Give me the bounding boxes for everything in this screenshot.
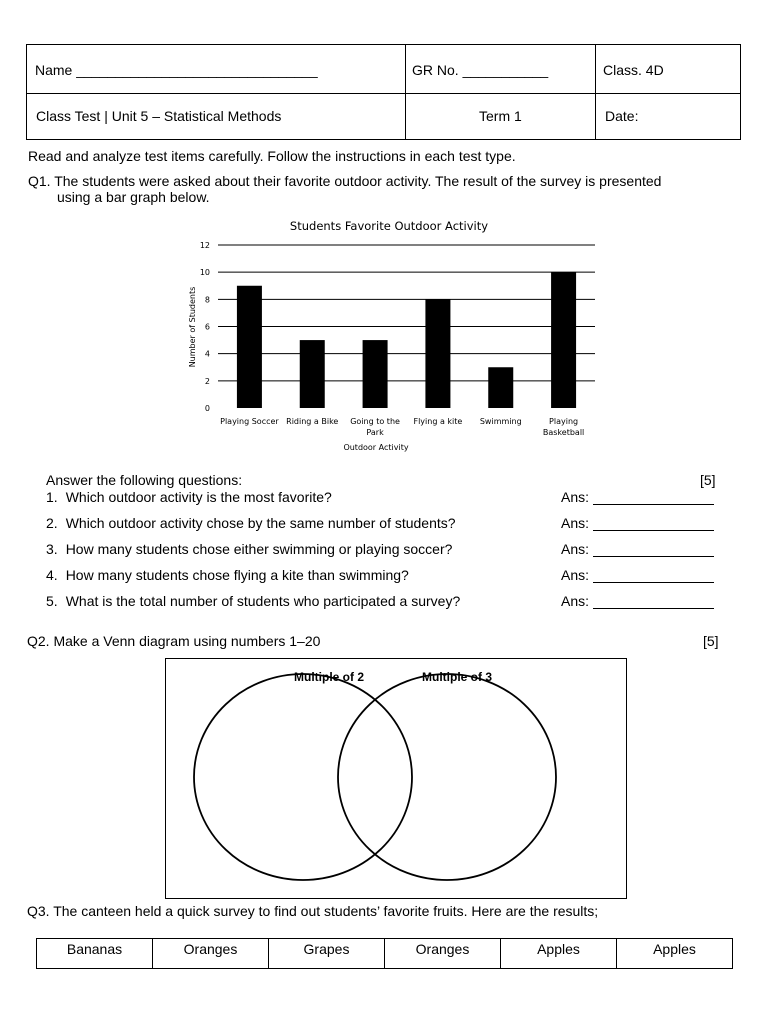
x-tick-label: Park bbox=[366, 428, 384, 437]
answer-field[interactable] bbox=[561, 515, 714, 531]
x-axis-label: Outdoor Activity bbox=[343, 443, 409, 452]
y-tick-label: 6 bbox=[204, 322, 210, 332]
fruit-cell: Oranges bbox=[385, 939, 501, 968]
y-tick-label: 4 bbox=[204, 349, 210, 359]
x-tick-label: Playing Soccer bbox=[220, 417, 279, 426]
x-tick-label: Going to the bbox=[350, 417, 400, 426]
q1-prompt: Q1. The students were asked about their favorite outdoor activity. The result of the survey is presented bbox=[28, 173, 662, 189]
venn-diagram bbox=[165, 658, 627, 899]
bar bbox=[237, 286, 262, 408]
y-tick-label: 12 bbox=[199, 241, 210, 250]
answer-blank[interactable] bbox=[593, 490, 714, 505]
test-title: Class Test | Unit 5 – Statistical Methods bbox=[36, 108, 282, 124]
answer-heading: Answer the following questions: bbox=[46, 472, 243, 488]
question-number: 4. bbox=[46, 567, 58, 583]
answer-blank[interactable] bbox=[593, 516, 714, 531]
header-divider bbox=[595, 45, 596, 139]
venn-label-b: Multiple of 3 bbox=[422, 670, 492, 684]
question-row bbox=[46, 541, 452, 557]
fruit-cell: Apples bbox=[501, 939, 617, 968]
date-field[interactable]: Date: bbox=[605, 108, 639, 124]
question-text: Which outdoor activity is the most favorite? bbox=[65, 489, 332, 505]
question-number: 5. bbox=[46, 593, 58, 609]
q1-prompt-continued: using a bar graph below. bbox=[57, 189, 210, 205]
y-tick-label: 10 bbox=[199, 268, 210, 278]
y-tick-label: 2 bbox=[204, 376, 210, 386]
question-number: 1. bbox=[46, 489, 58, 505]
x-tick-label: Basketball bbox=[542, 428, 585, 437]
instructions: Read and analyze test items carefully. Follow the instructions in each test type. bbox=[28, 148, 516, 164]
answer-blank[interactable] bbox=[593, 542, 714, 557]
q2-points: [5] bbox=[703, 633, 719, 649]
y-tick-label: 8 bbox=[204, 295, 210, 305]
gr-number-field[interactable]: GR No. ___________ bbox=[412, 62, 549, 78]
bar bbox=[363, 340, 388, 408]
fruit-cell: Oranges bbox=[153, 939, 269, 968]
bar bbox=[488, 367, 513, 408]
answer-field[interactable] bbox=[561, 593, 714, 609]
question-text: How many students chose either swimming or playing soccer? bbox=[65, 541, 453, 557]
fruit-results-table bbox=[36, 938, 733, 969]
x-tick-label: Swimming bbox=[479, 417, 522, 426]
fruit-cell: Apples bbox=[653, 941, 696, 957]
answer-label: Ans: bbox=[561, 541, 590, 557]
term-label: Term 1 bbox=[479, 108, 522, 124]
venn-label-a: Multiple of 2 bbox=[294, 670, 364, 684]
bar-chart bbox=[180, 214, 610, 454]
question-number: 2. bbox=[46, 515, 58, 531]
y-axis-label: Number of Students bbox=[188, 286, 197, 368]
answer-label: Ans: bbox=[561, 515, 590, 531]
answer-label: Ans: bbox=[561, 489, 590, 505]
venn-circle-multiple-of-2[interactable] bbox=[194, 674, 412, 880]
q1-points: [5] bbox=[700, 472, 716, 488]
answer-field[interactable] bbox=[561, 541, 714, 557]
x-tick-label: Flying a kite bbox=[413, 417, 463, 426]
answer-field[interactable] bbox=[561, 567, 714, 583]
fruit-cell: Grapes bbox=[269, 939, 385, 968]
question-text: Which outdoor activity chose by the same number of students? bbox=[65, 515, 456, 531]
header-table bbox=[26, 44, 741, 140]
question-row bbox=[46, 567, 409, 583]
answer-label: Ans: bbox=[561, 567, 590, 583]
class-label: Class. 4D bbox=[603, 62, 664, 78]
question-number: 3. bbox=[46, 541, 58, 557]
q2-prompt: Q2. Make a Venn diagram using numbers 1–20 bbox=[27, 633, 321, 649]
x-tick-label: Riding a Bike bbox=[286, 417, 339, 426]
q3-prompt: Q3. The canteen held a quick survey to find out students’ favorite fruits. Here are the results; bbox=[27, 903, 599, 919]
chart-title: Students Favorite Outdoor Activity bbox=[289, 219, 489, 233]
question-text: What is the total number of students who participated a survey? bbox=[65, 593, 461, 609]
name-field[interactable]: Name _______________________________ bbox=[35, 62, 318, 78]
bar bbox=[551, 272, 576, 408]
question-row bbox=[46, 489, 332, 505]
answer-blank[interactable] bbox=[593, 594, 714, 609]
answer-label: Ans: bbox=[561, 593, 590, 609]
answer-field[interactable] bbox=[561, 489, 714, 505]
bar bbox=[300, 340, 325, 408]
y-tick-label: 0 bbox=[204, 404, 210, 413]
bar bbox=[425, 299, 450, 408]
x-tick-label: Playing bbox=[549, 417, 579, 426]
fruit-cell: Bananas bbox=[37, 939, 153, 968]
venn-circle-multiple-of-3[interactable] bbox=[338, 674, 556, 880]
header-divider bbox=[27, 93, 740, 94]
question-row bbox=[46, 593, 460, 609]
question-text: How many students chose flying a kite than swimming? bbox=[65, 567, 409, 583]
header-divider bbox=[405, 45, 406, 139]
question-row bbox=[46, 515, 456, 531]
answer-blank[interactable] bbox=[593, 568, 714, 583]
